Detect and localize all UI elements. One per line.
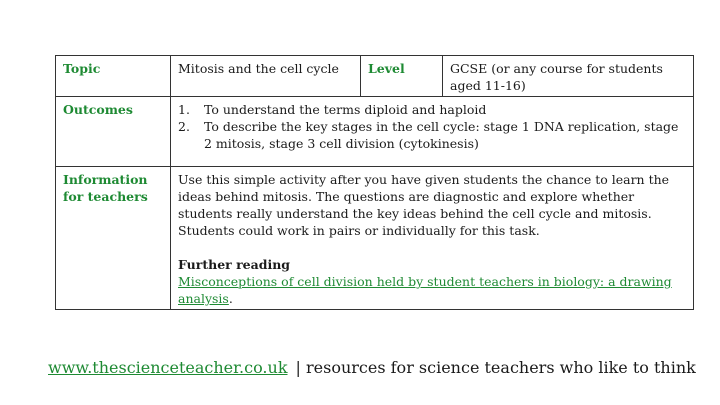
footer [48, 357, 696, 379]
outcome-number: 2. [178, 119, 190, 134]
outcomes-cell [171, 97, 694, 167]
topic-row [56, 56, 694, 97]
topic-label: Topic [56, 56, 171, 97]
further-reading-line [178, 273, 686, 307]
information-label: Information for teachers [56, 167, 171, 310]
further-reading-suffix: . [228, 291, 233, 306]
further-reading-link[interactable]: Misconceptions of cell division held by student teachers in biology: a drawing analysis [178, 274, 672, 306]
outcomes-row [56, 97, 694, 167]
outcome-number: 1. [178, 102, 190, 117]
lesson-info-table [55, 55, 694, 310]
footer-tagline: | resources for science teachers who like to think [295, 358, 696, 377]
outcome-text: To describe the key stages in the cell cycle: stage 1 DNA replication, stage 2 mitosis, stage 3 cell division (cytokinesis) [204, 119, 679, 151]
outcome-text: To understand the terms diploid and haploid [204, 102, 487, 117]
information-row [56, 167, 694, 310]
outcome-item [178, 101, 686, 118]
website-link[interactable]: www.thescienceteacher.co.uk [48, 358, 288, 377]
information-text: Use this simple activity after you have given students the chance to learn the ideas behind mitosis. The questions are diagnostic and explore whether students really understand the key ideas behind the cell cycle and mitosis. Students could work in pairs or individually for this task. [178, 172, 670, 238]
outcomes-list [178, 101, 686, 152]
level-label: Level [361, 56, 443, 97]
further-reading-heading: Further reading [178, 257, 291, 272]
outcome-item [178, 118, 686, 152]
outcomes-label: Outcomes [56, 97, 171, 167]
information-cell [171, 167, 694, 310]
topic-value: Mitosis and the cell cycle [171, 56, 361, 97]
level-value: GCSE (or any course for students aged 11-16) [443, 56, 694, 97]
